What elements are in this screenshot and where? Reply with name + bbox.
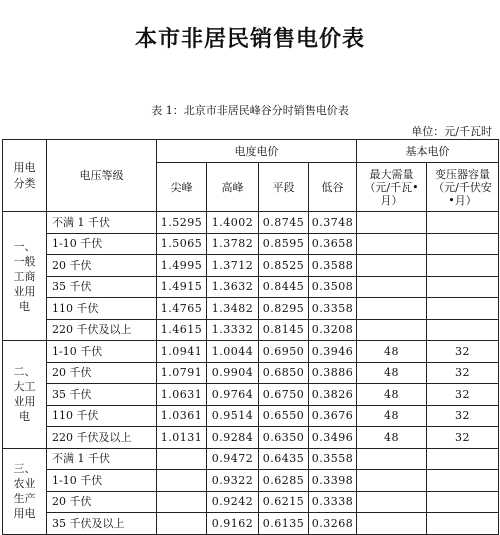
peak-cell: 1.3712 [207,255,259,277]
sharp-peak-cell: 1.4765 [157,298,207,320]
unit-label: 单位：元/千瓦时 [411,125,492,138]
sharp-peak-cell [157,491,207,513]
transformer-capacity-cell [427,255,499,277]
flat-cell: 0.8745 [259,212,309,234]
max-demand-cell [357,513,427,535]
transformer-capacity-cell: 32 [427,384,499,406]
transformer-capacity-cell [427,276,499,298]
valley-cell: 0.3748 [309,212,357,234]
table-row [3,276,499,298]
max-demand-cell: 48 [357,427,427,449]
flat-cell: 0.6135 [259,513,309,535]
voltage-cell: 110 千伏 [47,405,157,427]
table-row [3,384,499,406]
price-table [2,139,499,535]
valley-cell: 0.3588 [309,255,357,277]
voltage-cell: 20 千伏 [47,362,157,384]
max-demand-cell [357,298,427,320]
sharp-peak-cell: 1.0131 [157,427,207,449]
category-cell: 一、一般工商业用电 [3,212,47,341]
table-row [3,427,499,449]
header-category: 用电分类 [3,140,47,212]
sharp-peak-cell: 1.0791 [157,362,207,384]
voltage-cell: 20 千伏 [47,491,157,513]
peak-cell: 0.9764 [207,384,259,406]
sharp-peak-cell: 1.0941 [157,341,207,363]
transformer-capacity-cell [427,319,499,341]
valley-cell: 0.3676 [309,405,357,427]
valley-cell: 0.3496 [309,427,357,449]
valley-cell: 0.3208 [309,319,357,341]
table-row [3,470,499,492]
voltage-cell: 1-10 千伏 [47,470,157,492]
peak-cell: 0.9242 [207,491,259,513]
sharp-peak-cell: 1.0361 [157,405,207,427]
flat-cell: 0.6850 [259,362,309,384]
page-title: 本市非居民销售电价表 [134,27,365,52]
transformer-capacity-cell: 32 [427,405,499,427]
header-max-demand: 最大需量（元/千瓦•月） [357,163,427,212]
peak-cell: 1.0044 [207,341,259,363]
max-demand-cell [357,212,427,234]
sharp-peak-cell: 1.4995 [157,255,207,277]
sharp-peak-cell [157,513,207,535]
sharp-peak-cell [157,448,207,470]
table-row [3,362,499,384]
voltage-cell: 35 千伏 [47,384,157,406]
table-row [3,341,499,363]
sharp-peak-cell: 1.4915 [157,276,207,298]
transformer-capacity-cell: 32 [427,341,499,363]
flat-cell: 0.8445 [259,276,309,298]
voltage-cell: 35 千伏 [47,276,157,298]
max-demand-cell [357,276,427,298]
max-demand-cell [357,255,427,277]
table-row [3,319,499,341]
peak-cell: 0.9162 [207,513,259,535]
max-demand-cell [357,233,427,255]
sharp-peak-cell: 1.4615 [157,319,207,341]
table-row [3,212,499,234]
sharp-peak-cell [157,470,207,492]
voltage-cell: 1-10 千伏 [47,341,157,363]
transformer-capacity-cell [427,233,499,255]
table-row [3,233,499,255]
peak-cell: 0.9322 [207,470,259,492]
valley-cell: 0.3358 [309,298,357,320]
table-caption: 表 1：北京市非居民峰谷分时销售电价表 [151,104,349,117]
table-row [3,491,499,513]
transformer-capacity-cell: 32 [427,362,499,384]
valley-cell: 0.3886 [309,362,357,384]
flat-cell: 0.6350 [259,427,309,449]
voltage-cell: 1-10 千伏 [47,233,157,255]
voltage-cell: 不满 1 千伏 [47,448,157,470]
flat-cell: 0.6285 [259,470,309,492]
valley-cell: 0.3558 [309,448,357,470]
sharp-peak-cell: 1.5295 [157,212,207,234]
voltage-cell: 20 千伏 [47,255,157,277]
transformer-capacity-cell [427,448,499,470]
sharp-peak-cell: 1.5065 [157,233,207,255]
peak-cell: 1.4002 [207,212,259,234]
voltage-cell: 220 千伏及以上 [47,319,157,341]
flat-cell: 0.6550 [259,405,309,427]
peak-cell: 1.3482 [207,298,259,320]
max-demand-cell [357,319,427,341]
peak-cell: 1.3332 [207,319,259,341]
max-demand-cell: 48 [357,341,427,363]
max-demand-cell [357,448,427,470]
max-demand-cell [357,470,427,492]
transformer-capacity-cell [427,212,499,234]
transformer-capacity-cell [427,491,499,513]
peak-cell: 1.3632 [207,276,259,298]
transformer-capacity-cell [427,470,499,492]
flat-cell: 0.6215 [259,491,309,513]
category-cell: 二、大工业用电 [3,341,47,449]
flat-cell: 0.8595 [259,233,309,255]
voltage-cell: 不满 1 千伏 [47,212,157,234]
header-voltage: 电压等级 [47,140,157,212]
table-row [3,448,499,470]
voltage-cell: 35 千伏及以上 [47,513,157,535]
valley-cell: 0.3398 [309,470,357,492]
flat-cell: 0.6435 [259,448,309,470]
table-body [3,212,499,535]
table-row [3,255,499,277]
header-valley: 低谷 [309,163,357,212]
table-row [3,513,499,535]
peak-cell: 0.9472 [207,448,259,470]
flat-cell: 0.6950 [259,341,309,363]
header-flat: 平段 [259,163,309,212]
max-demand-cell: 48 [357,405,427,427]
header-transformer-capacity: 变压器容量（元/千伏安•月） [427,163,499,212]
table-row [3,298,499,320]
peak-cell: 0.9904 [207,362,259,384]
max-demand-cell: 48 [357,384,427,406]
max-demand-cell: 48 [357,362,427,384]
header-sharp-peak: 尖峰 [157,163,207,212]
transformer-capacity-cell: 32 [427,427,499,449]
transformer-capacity-cell [427,513,499,535]
category-cell: 三、农业生产用电 [3,448,47,534]
peak-cell: 1.3782 [207,233,259,255]
valley-cell: 0.3338 [309,491,357,513]
table-row [3,405,499,427]
valley-cell: 0.3508 [309,276,357,298]
flat-cell: 0.8295 [259,298,309,320]
sharp-peak-cell: 1.0631 [157,384,207,406]
header-peak: 高峰 [207,163,259,212]
transformer-capacity-cell [427,298,499,320]
valley-cell: 0.3826 [309,384,357,406]
valley-cell: 0.3946 [309,341,357,363]
header-basic-price: 基本电价 [357,140,499,163]
max-demand-cell [357,491,427,513]
valley-cell: 0.3658 [309,233,357,255]
voltage-cell: 110 千伏 [47,298,157,320]
peak-cell: 0.9514 [207,405,259,427]
header-energy-price: 电度电价 [157,140,357,163]
flat-cell: 0.8525 [259,255,309,277]
flat-cell: 0.8145 [259,319,309,341]
voltage-cell: 220 千伏及以上 [47,427,157,449]
flat-cell: 0.6750 [259,384,309,406]
peak-cell: 0.9284 [207,427,259,449]
valley-cell: 0.3268 [309,513,357,535]
